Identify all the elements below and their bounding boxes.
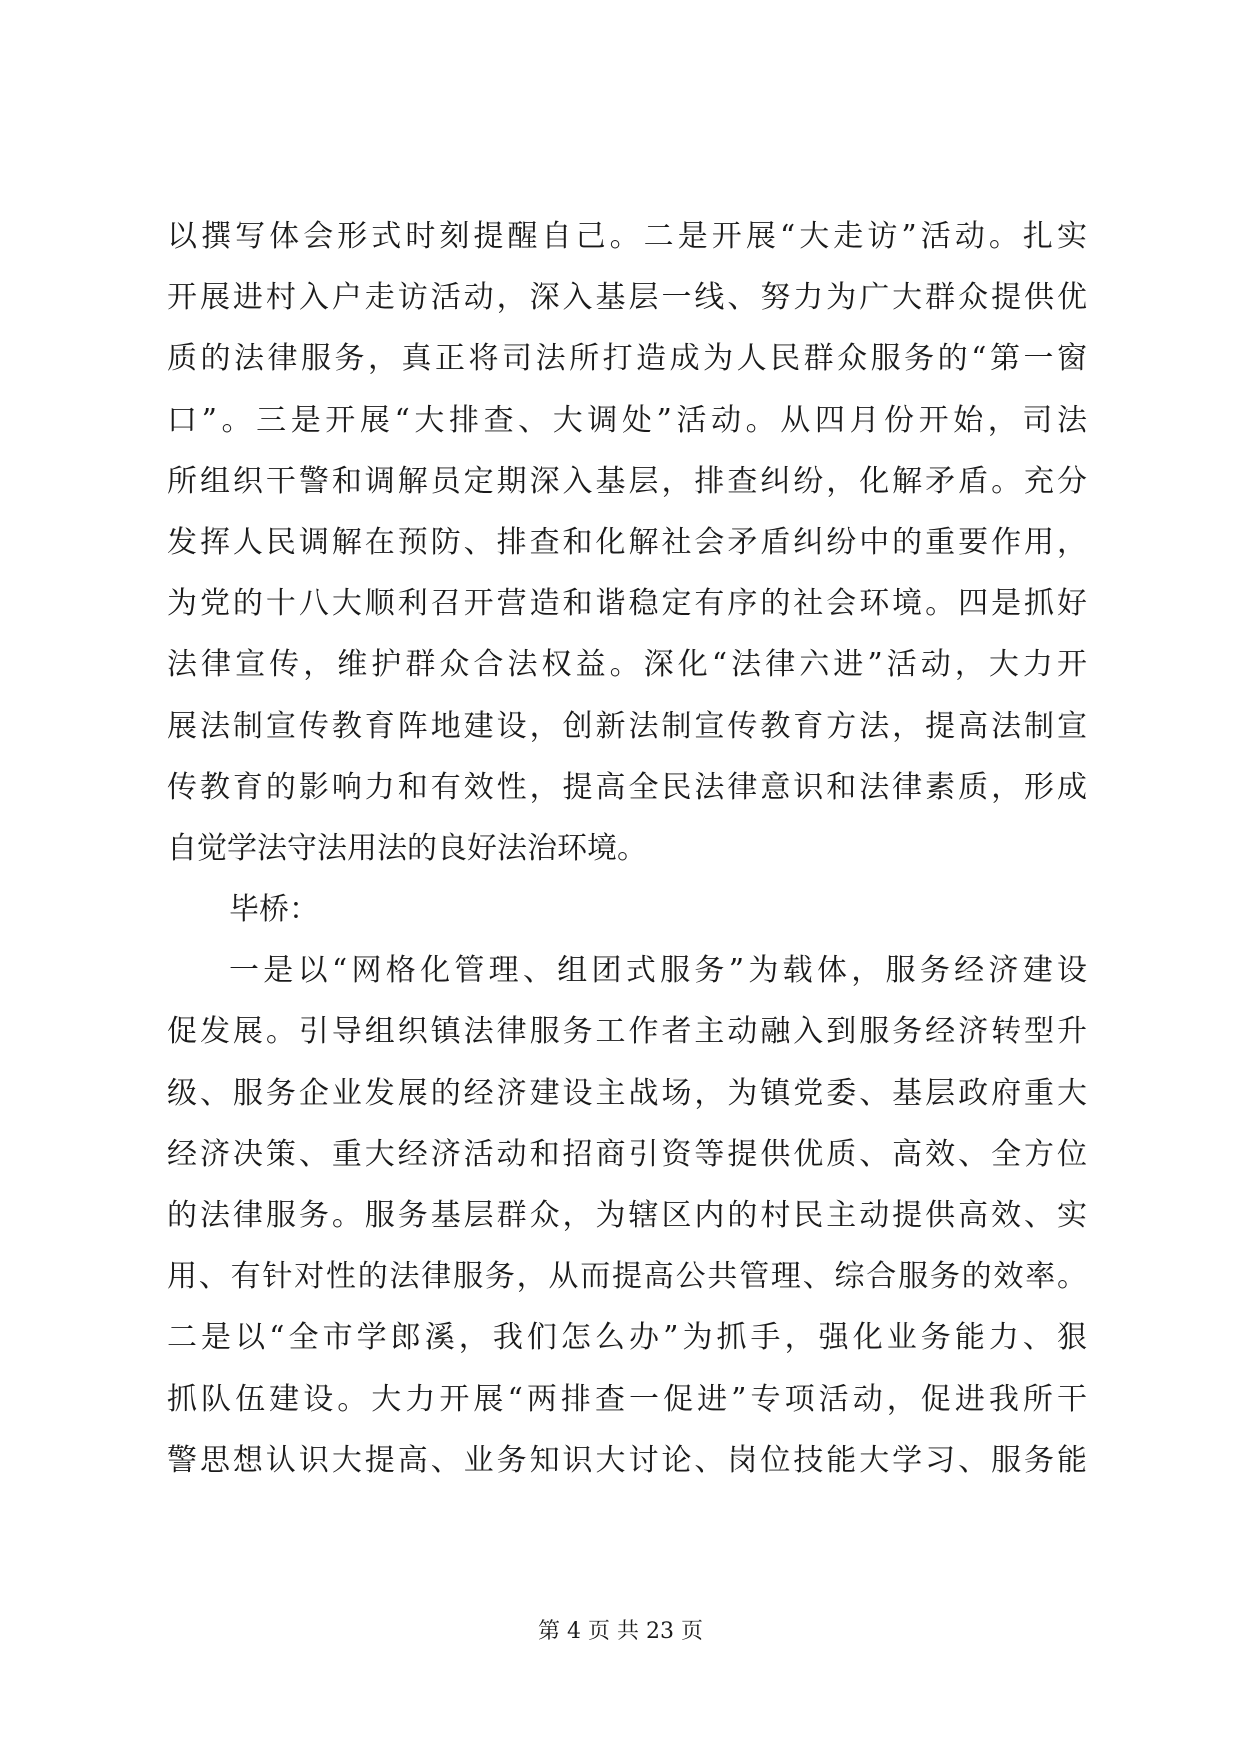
text-line: 一是以“网格化管理、组团式服务”为载体，服务经济建设 — [229, 953, 1087, 989]
text-line: 的法律服务。服务基层群众，为辖区内的村民主动提供高效、实 — [167, 1198, 1087, 1233]
text-line: 所组织干警和调解员定期深入基层，排查纠纷，化解矛盾。充分 — [167, 463, 1087, 499]
text-line: 展法制宣传教育阵地建设，创新法制宣传教育方法，提高法制宣 — [167, 708, 1087, 744]
text-line: 传教育的影响力和有效性，提高全民法律意识和法律素质，形成 — [167, 769, 1087, 805]
text-line: 开展进村入户走访活动，深入基层一线、努力为广大群众提供优 — [167, 280, 1087, 316]
text-line: 发挥人民调解在预防、排查和化解社会矛盾纠纷中的重要作用， — [167, 524, 1087, 560]
text-line: 级、服务企业发展的经济建设主战场，为镇党委、基层政府重大 — [167, 1075, 1087, 1111]
text-line: 经济决策、重大经济活动和招商引资等提供优质、高效、全方位 — [167, 1136, 1087, 1172]
page-footer — [0, 1614, 1241, 1645]
text-line: 自觉学法守法用法的良好法治环境。 — [167, 830, 647, 866]
text-line: 抓队伍建设。大力开展“两排查一促进”专项活动，促进我所干 — [167, 1381, 1087, 1417]
text-line: 法律宣传，维护群众合法权益。深化“法律六进”活动，大力开 — [167, 647, 1087, 683]
text-line: 二是以“全市学郎溪，我们怎么办”为抓手，强化业务能力、狠 — [167, 1320, 1087, 1356]
text-line: 警思想认识大提高、业务知识大讨论、岗位技能大学习、服务能 — [167, 1442, 1087, 1478]
text-line: 促发展。引导组织镇法律服务工作者主动融入到服务经济转型升 — [167, 1014, 1087, 1050]
document-body — [167, 206, 1087, 1491]
text-line: 为党的十八大顺利召开营造和谐稳定有序的社会环境。四是抓好 — [167, 586, 1087, 622]
text-line: 用、有针对性的法律服务，从而提高公共管理、综合服务的效率。 — [167, 1259, 1087, 1295]
text-line: 质的法律服务，真正将司法所打造成为人民群众服务的“第一窗 — [167, 341, 1087, 377]
section-heading: 毕桥： — [229, 892, 319, 928]
text-line: 口”。三是开展“大排查、大调处”活动。从四月份开始，司法 — [167, 402, 1087, 438]
text-line: 以撰写体会形式时刻提醒自己。二是开展“大走访”活动。扎实 — [167, 219, 1087, 254]
page-number: 第 4 页 共 23 页 — [538, 1619, 703, 1644]
